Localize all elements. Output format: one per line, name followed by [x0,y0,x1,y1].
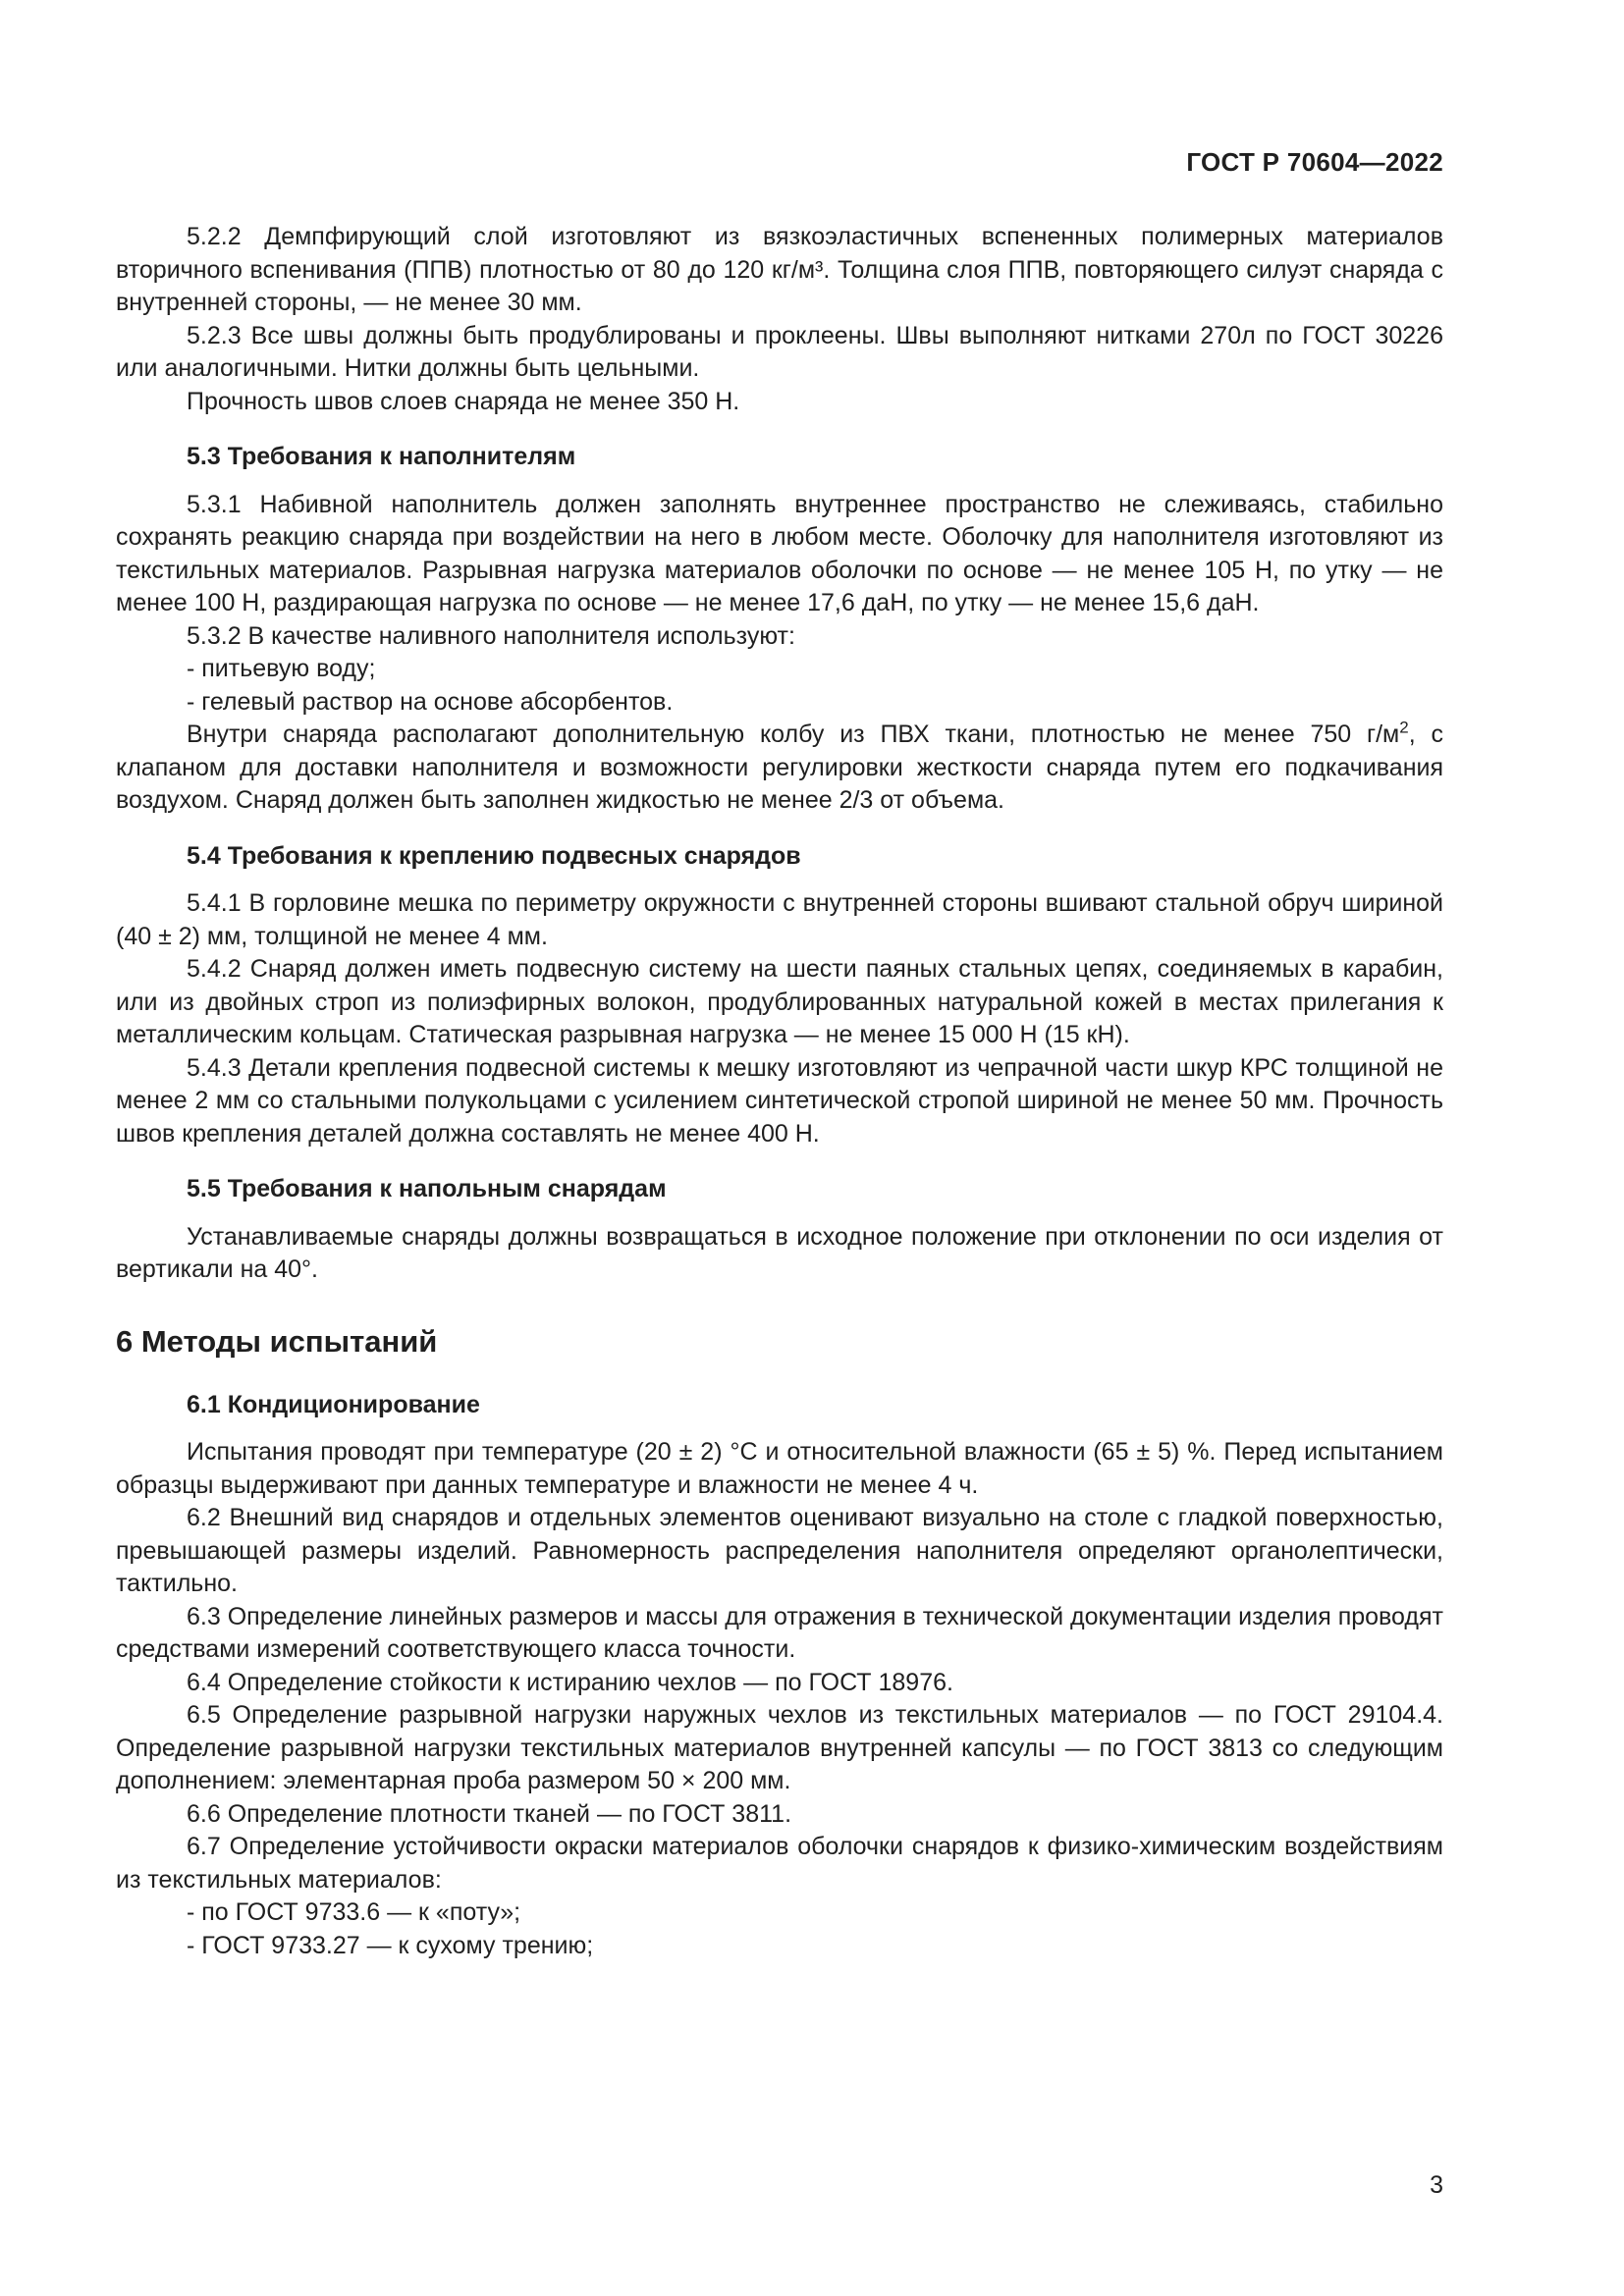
list-item-gost-9733-6: - по ГОСТ 9733.6 — к «поту»; [187,1898,521,1926]
section-heading-5-4: 5.4 Требования к креплению подвесных снарядов [187,841,801,870]
paragraph-5-4-1: 5.4.1 В горловине мешка по периметру окружности с внутренней стороны вшивают стальной обруч шириной (40 ± 2) мм, толщиной не менее 4 мм. [116,889,1443,950]
paragraph-5-3-2: 5.3.2 В качестве наливного наполнителя используют: [187,621,795,650]
paragraph-6-3: 6.3 Определение линейных размеров и массы для отражения в технической документации изделия проводят средствами измерений соответствующего класса точности. [116,1602,1443,1663]
paragraph-5-4-2: 5.4.2 Снаряд должен иметь подвесную систему на шести паяных стальных цепях, соединяемых в карабин, или из двойных строп из полиэфирных волокон, продублированных натуральной кожей в местах прилегания к металлическим кольцам. Статическая разрывная нагрузка — не менее 15 000 Н (15 кН). [116,955,1443,1048]
paragraph-6-7: 6.7 Определение устойчивости окраски материалов оболочки снарядов к физико-химическим воздействиям из текстильных материалов: [116,1833,1443,1894]
superscript-2: 2 [1399,718,1409,737]
paragraph-6-6: 6.6 Определение плотности тканей — по ГОСТ 3811. [187,1799,792,1828]
pvc-flask-text-end: , с клапаном для доставки наполнителя и возможности регулировки жесткости снаряда путем его подкачивания воздухом. Снаряд должен быть заполнен жидкостью не менее 2/3 от объема. [116,721,1443,814]
section-heading-6-1: 6.1 Кондиционирование [187,1390,480,1418]
section-heading-5-3: 5.3 Требования к наполнителям [187,443,576,470]
paragraph-5-4-3: 5.4.3 Детали крепления подвесной системы к мешку изготовляют из чепрачной части шкур КРС толщиной не менее 2 мм со стальными полукольцами с усилением синтетической стропой шириной не менее 50 мм. Прочность швов крепления деталей должна составлять не менее 400 Н. [116,1053,1443,1148]
paragraph-6-2: 6.2 Внешний вид снарядов и отдельных элементов оценивают визуально на столе с гладкой поверхностью, превышающей размеры изделий. Равномерность распределения наполнителя определяют органолептически, тактильно. [116,1504,1443,1597]
document-body [116,221,1443,1962]
chapter-heading-6: 6 Методы испытаний [116,1323,438,1359]
paragraph-6-5: 6.5 Определение разрывной нагрузки наружных чехлов из текстильных материалов — по ГОСТ 29104.4. Определение разрывной нагрузки текстильных материалов внутренней капсулы — по ГОСТ 3813 со следующим дополнением: элементарная проба размером 50 × 200 мм. [116,1701,1443,1794]
pvc-flask-text-start: Внутри снаряда располагают дополнительную колбу из ПВХ ткани, плотностью не менее 750 г/м [187,721,1400,748]
paragraph-5-5: Устанавливаемые снаряды должны возвращаться в исходное положение при отклонении по оси изделия от вертикали на 40°. [116,1222,1443,1283]
paragraph-5-2-3-seam-strength: Прочность швов слоев снаряда не менее 350 Н. [187,387,740,415]
list-item-drinking-water: - питьевую воду; [187,655,376,682]
list-item-gel-solution: - гелевый раствор на основе абсорбентов. [187,687,674,716]
paragraph-5-3-1: 5.3.1 Набивной наполнитель должен заполнять внутреннее пространство не слеживаясь, стабильно сохранять реакцию снаряда при воздействии на него в любом месте. Оболочку для наполнителя изготовляют из текстильных материалов. Разрывная нагрузка материалов оболочки по основе — не менее 105 Н, по утку — не менее 100 Н, раздирающая нагрузка по основе — не менее 17,6 даН, по утку — не менее 15,6 даН. [116,490,1443,616]
document-code-header: ГОСТ Р 70604—2022 [1186,147,1443,177]
paragraph-6-4: 6.4 Определение стойкости к истиранию чехлов — по ГОСТ 18976. [187,1668,953,1696]
paragraph-5-2-2: 5.2.2 Демпфирующий слой изготовляют из вязкоэластичных вспененных полимерных материалов вторичного вспенивания (ППВ) плотностью от 80 до 120 кг/м³. Толщина слоя ППВ, повторяющего силуэт снаряда с внутренней стороны, — не менее 30 мм. [116,223,1443,316]
page-number: 3 [1430,2171,1443,2199]
paragraph-5-3-2-pvc-flask [116,719,1443,818]
paragraph-5-2-3: 5.2.3 Все швы должны быть продублированы и проклеены. Швы выполняют нитками 270л по ГОСТ 30226 или аналогичными. Нитки должны быть цельными. [116,321,1443,382]
paragraph-6-1: Испытания проводят при температуре (20 ± 2) °С и относительной влажности (65 ± 5) %. Перед испытанием образцы выдерживают при данных температуре и влажности не менее 4 ч. [116,1438,1443,1499]
section-heading-5-5: 5.5 Требования к напольным снарядам [187,1175,667,1202]
list-item-gost-9733-27: - ГОСТ 9733.27 — к сухому трению; [187,1931,594,1959]
